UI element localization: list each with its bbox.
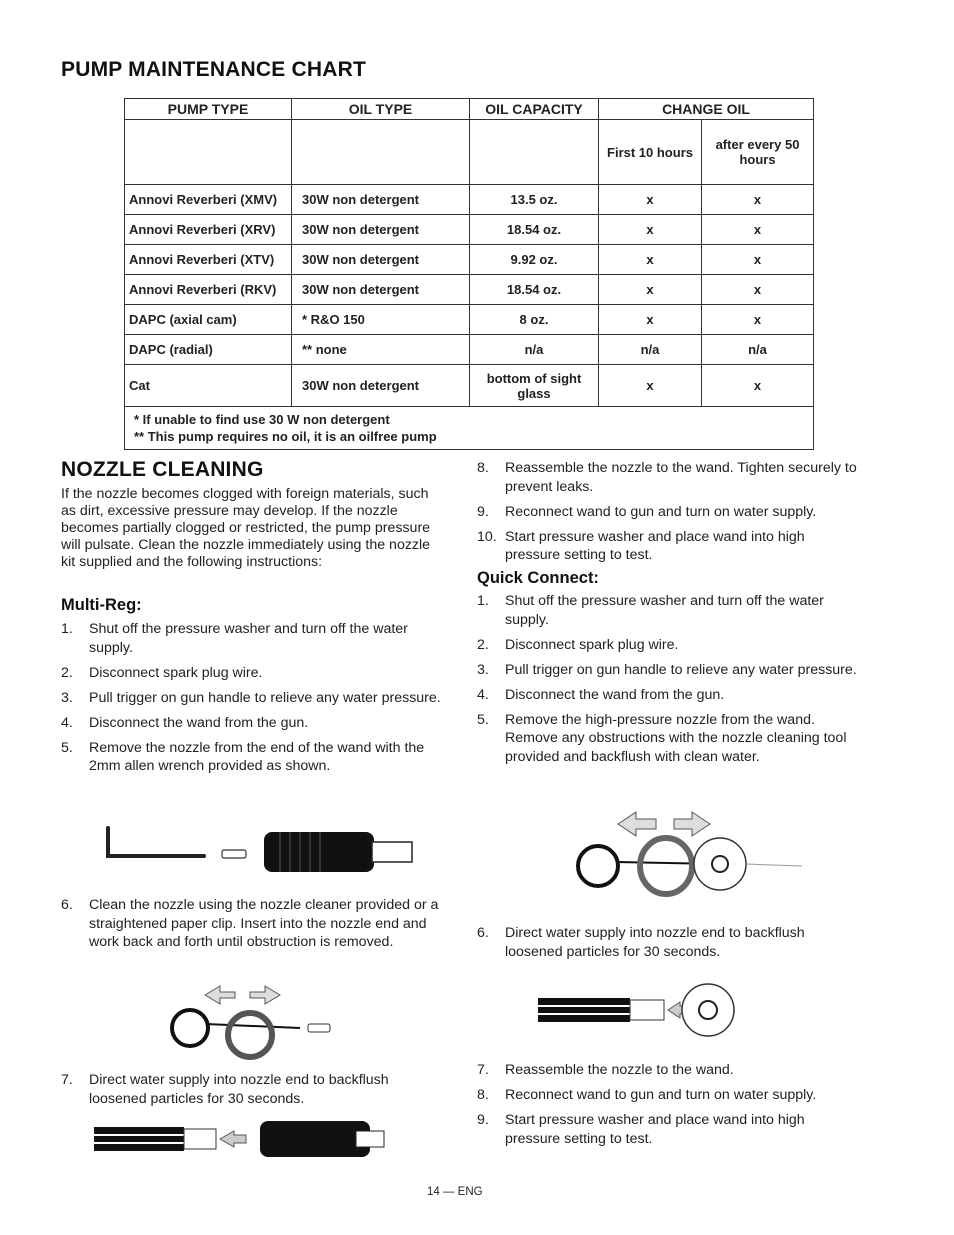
list-item (477, 503, 862, 522)
oil-capacity-cell: 8 oz. (470, 305, 599, 335)
pump-type-cell: Annovi Reverberi (XTV) (125, 245, 292, 275)
step-text: Reconnect wand to gun and turn on water supply. (505, 1087, 817, 1103)
list-item (477, 1086, 862, 1105)
step-text: Direct water supply into nozzle end to backflush loosened particles for 30 seconds. (505, 925, 805, 960)
quick-connect-cleaner-illustration (570, 806, 810, 901)
header-pump-type: PUMP TYPE (125, 99, 292, 120)
pump-type-cell: Annovi Reverberi (XRV) (125, 215, 292, 245)
list-item (477, 459, 862, 496)
header-oil-type: OIL TYPE (292, 99, 470, 120)
step-text: Reconnect wand to gun and turn on water supply. (505, 503, 817, 520)
pump-type-cell: Annovi Reverberi (XMV) (125, 185, 292, 215)
pump-type-cell: Annovi Reverberi (RKV) (125, 275, 292, 305)
note-2: ** This pump requires no oil, it is an oilfree pump (134, 429, 437, 444)
table-row (125, 245, 814, 275)
oil-type-cell: 30W non detergent (292, 275, 470, 305)
chart-notes (125, 407, 814, 450)
step-number: 9. (477, 503, 489, 520)
pump-type-cell: DAPC (radial) (125, 335, 292, 365)
list-item (61, 1071, 443, 1108)
step-number: 2. (477, 636, 489, 653)
step-number: 5. (61, 739, 73, 756)
oil-type-cell: * R&O 150 (292, 305, 470, 335)
every-50-hours-cell: x (702, 215, 814, 245)
quick-connect-steps-7-9 (477, 1061, 862, 1155)
every-50-hours-cell: x (702, 245, 814, 275)
list-item (477, 924, 862, 961)
list-item (61, 714, 443, 733)
quick-connect-backflush-illustration (538, 978, 748, 1044)
list-item (477, 711, 862, 767)
list-item (61, 739, 443, 776)
list-item (477, 686, 862, 705)
first-10-hours-cell: x (599, 305, 702, 335)
list-item (477, 1061, 862, 1080)
table-row (125, 365, 814, 407)
chart-title: PUMP MAINTENANCE CHART (61, 58, 367, 81)
quick-connect-steps-1-5 (477, 592, 862, 773)
first-10-hours-cell: n/a (599, 335, 702, 365)
step-text: Reassemble the nozzle to the wand. (505, 1062, 734, 1078)
step-text: Direct water supply into nozzle end to backflush loosened particles for 30 seconds. (89, 1072, 389, 1107)
multireg-steps-8-10 (477, 459, 862, 571)
step-number: 5. (477, 711, 489, 728)
step-text: Disconnect spark plug wire. (89, 664, 263, 681)
step-text: Remove the high-pressure nozzle from the wand. Remove any obstructions with the nozzle cleaning tool provided and backflush with clean water. (505, 711, 847, 765)
table-row (125, 215, 814, 245)
multireg-title: Multi-Reg: (61, 596, 142, 614)
pump-maintenance-table (124, 98, 814, 450)
step-number: 3. (477, 661, 489, 678)
multireg-steps-1-5 (61, 620, 443, 782)
step-text: Clean the nozzle using the nozzle cleaner provided or a straightened paper clip. Insert into the nozzle end and work back and forth until obstruction is removed. (89, 897, 439, 950)
step-text: Start pressure washer and place wand into high pressure setting to test. (505, 528, 805, 563)
step-number: 8. (477, 1087, 489, 1103)
list-item (477, 636, 862, 655)
list-item (61, 896, 443, 952)
every-50-hours-cell: x (702, 275, 814, 305)
note-1: * If unable to find use 30 W non detergent (134, 412, 390, 427)
step-number: 1. (477, 593, 489, 609)
nozzle-cleaner-illustration (160, 980, 340, 1065)
table-row (125, 305, 814, 335)
step-text: Shut off the pressure washer and turn off the water supply. (89, 621, 408, 656)
oil-capacity-cell: 18.54 oz. (470, 275, 599, 305)
list-item (61, 620, 443, 657)
backflush-gun-illustration (94, 1115, 394, 1163)
table-row (125, 185, 814, 215)
oil-capacity-cell: n/a (470, 335, 599, 365)
oil-type-cell: 30W non detergent (292, 185, 470, 215)
list-item (477, 1111, 862, 1148)
step-text: Shut off the pressure washer and turn off the water supply. (505, 593, 824, 628)
oil-capacity-cell: bottom of sight glass (470, 365, 599, 407)
quick-connect-step-6 (477, 924, 862, 968)
header-oil-capacity: OIL CAPACITY (470, 99, 599, 120)
step-number: 3. (61, 689, 73, 706)
oil-capacity-cell: 9.92 oz. (470, 245, 599, 275)
allen-wrench-gun-illustration (100, 822, 420, 882)
step-number: 4. (61, 714, 73, 731)
step-number: 2. (61, 664, 73, 681)
step-number: 6. (477, 925, 489, 941)
list-item (61, 664, 443, 683)
pump-type-cell: DAPC (axial cam) (125, 305, 292, 335)
step-number: 7. (61, 1072, 73, 1088)
step-number: 10. (477, 528, 497, 545)
first-10-hours-cell: x (599, 215, 702, 245)
header-change-oil: CHANGE OIL (599, 99, 814, 120)
pump-type-cell: Cat (125, 365, 292, 407)
step-text: Reassemble the nozzle to the wand. Tighten securely to prevent leaks. (505, 460, 857, 495)
step-text: Remove the nozzle from the end of the wand with the 2mm allen wrench provided as shown. (89, 739, 425, 774)
list-item (477, 661, 862, 680)
list-item (477, 528, 862, 565)
step-text: Disconnect spark plug wire. (505, 636, 679, 653)
quick-connect-title: Quick Connect: (477, 569, 599, 587)
multireg-step-7 (61, 1071, 443, 1115)
page-footer: 14 — ENG (427, 1186, 483, 1198)
step-text: Pull trigger on gun handle to relieve any water pressure. (505, 661, 857, 678)
first-10-hours-cell: x (599, 185, 702, 215)
step-number: 4. (477, 686, 489, 703)
oil-capacity-cell: 18.54 oz. (470, 215, 599, 245)
nozzle-intro: If the nozzle becomes clogged with foreign materials, such as dirt, excessive pressure may develop. If the nozzle becomes partially clogged or restricted, the pump pressure will pulsate. Clean the nozzle immediately using the nozzle kit supplied and the following instructions: (61, 486, 431, 570)
step-number: 1. (61, 621, 73, 637)
step-number: 8. (477, 460, 489, 476)
header-first-10-hours: First 10 hours (599, 120, 702, 185)
step-text: Disconnect the wand from the gun. (505, 686, 725, 703)
oil-capacity-cell: 13.5 oz. (470, 185, 599, 215)
table-row (125, 335, 814, 365)
oil-type-cell: 30W non detergent (292, 215, 470, 245)
first-10-hours-cell: x (599, 245, 702, 275)
oil-type-cell: 30W non detergent (292, 365, 470, 407)
step-text: Disconnect the wand from the gun. (89, 714, 309, 731)
first-10-hours-cell: x (599, 275, 702, 305)
step-text: Pull trigger on gun handle to relieve any water pressure. (89, 689, 441, 706)
step-number: 7. (477, 1062, 489, 1078)
step-number: 9. (477, 1112, 489, 1128)
table-row (125, 275, 814, 305)
every-50-hours-cell: n/a (702, 335, 814, 365)
every-50-hours-cell: x (702, 365, 814, 407)
oil-type-cell: 30W non detergent (292, 245, 470, 275)
step-text: Start pressure washer and place wand into high pressure setting to test. (505, 1112, 805, 1147)
list-item (477, 592, 862, 629)
oil-type-cell: ** none (292, 335, 470, 365)
multireg-step-6 (61, 896, 443, 958)
step-number: 6. (61, 897, 73, 913)
every-50-hours-cell: x (702, 305, 814, 335)
list-item (61, 689, 443, 708)
first-10-hours-cell: x (599, 365, 702, 407)
header-every-50-hours: after every 50 hours (702, 120, 814, 185)
nozzle-cleaning-title: NOZZLE CLEANING (61, 458, 264, 481)
every-50-hours-cell: x (702, 185, 814, 215)
